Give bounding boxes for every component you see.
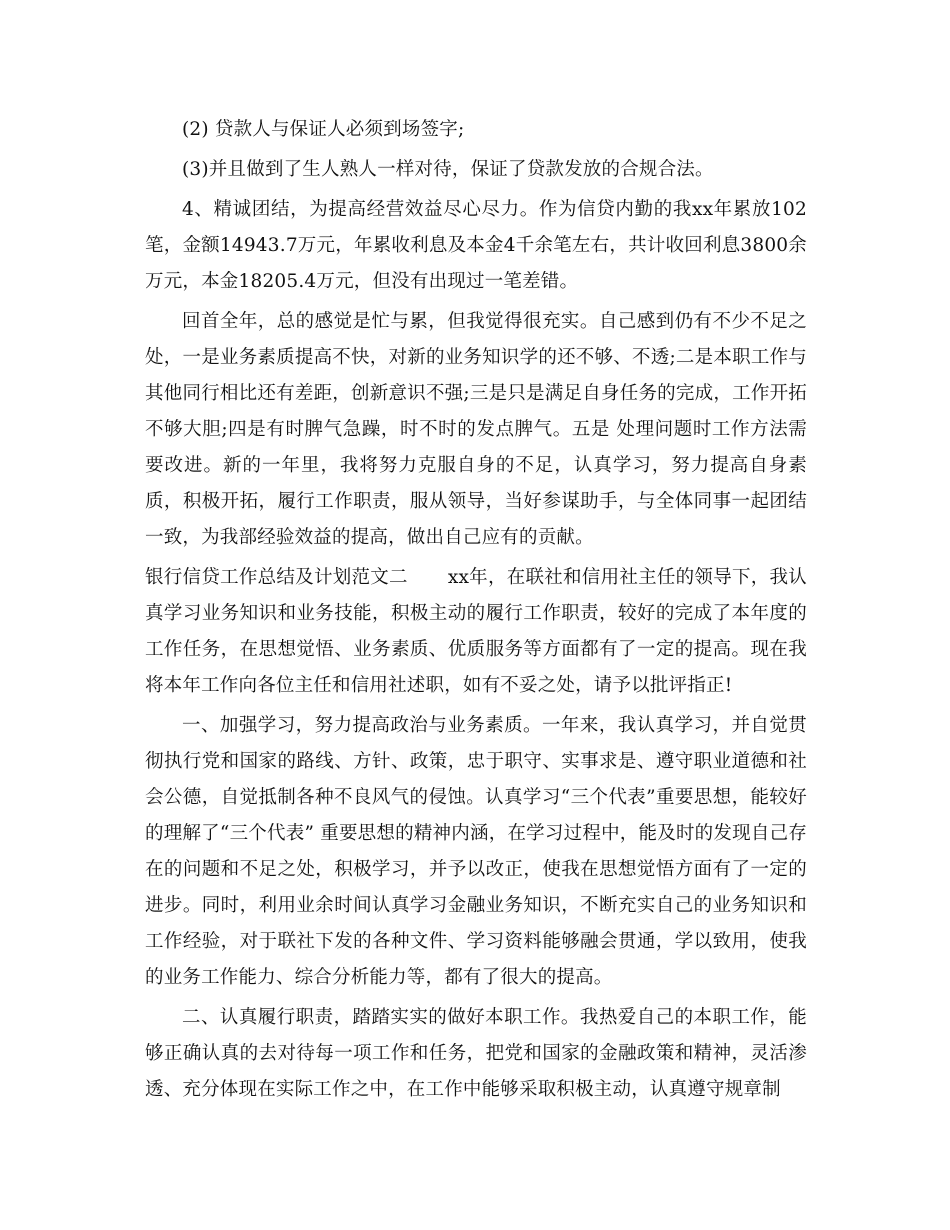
paragraph-strengthen-learning: 一、加强学习，努力提高政治与业务素质。一年来，我认真学习，并自觉贯彻执行党和国家的路线、方针、政策，忠于职守、实事求是、遵守职业道德和社会公德，自觉抵制各种不良风气的侵蚀。认真学习“三个代表”重要思想，能较好的理解了“三个代表” 重要思想的精神内涵，在学习过程中，能及时的发现自己存在的问题和不足之处，积极学习，并予以改正，使我在思想觉悟方面有了一定的进步。同时，利用业余时间认真学习金融业务知识，不断充实自己的业务知识和工作经验，对于联社下发的各种文件、学习资料能够融会贯通，学以致用，使我的业务工作能力、综合分析能力等，都有了很大的提高。 (145, 715, 807, 988)
section-two-heading: 银行信贷工作总结及计划范文二 (145, 567, 408, 588)
paragraph-unity-efficiency: 4、精诚团结，为提高经营效益尽心尽力。作为信贷内勤的我xx年累放102笔，金额14943.7万元，年累收利息及本金4千余笔左右，共计收回利息3800余万元，本金18205.4万元，但没有出现过一笔差错。 (145, 199, 807, 292)
section-two-intro-text: xx年，在联社和信用社主任的领导下，我认真学习业务知识和业务技能，积极主动的履行工作职责，较好的完成了本年度的工作任务，在思想觉悟、业务素质、优质服务等方面都有了一定的提高。现在我将本年工作向各位主任和信用社述职，如有不妥之处，请予以批评指正! (145, 567, 807, 696)
paragraph-equal-treatment: (3)并且做到了生人熟人一样对待，保证了贷款发放的合规合法。 (182, 159, 714, 180)
paragraph-loan-signature: (2) 贷款人与保证人必须到场签字; (182, 119, 465, 140)
document-body (145, 112, 807, 1112)
paragraph-fulfill-duties: 二、认真履行职责，踏踏实实的做好本职工作。我热爱自己的本职工作，能够正确认真的去对待每一项工作和任务，把党和国家的金融政策和精神，灵活渗透、充分体现在实际工作之中，在工作中能够采取积极主动，认真遵守规章制 (145, 1007, 807, 1100)
section-two-intro (145, 560, 807, 704)
paragraph-year-review: 回首全年，总的感觉是忙与累，但我觉得很充实。自己感到仍有不少不足之处，一是业务素质提高不快，对新的业务知识学的还不够、不透;二是本职工作与其他同行相比还有差距，创新意识不强;三是只是满足自身任务的完成，工作开拓不够大胆;四是有时脾气急躁，时不时的发点脾气。五是 处理问题时工作方法需要改进。新的一年里，我将努力克服自身的不足，认真学习，努力提高自身素质，积极开拓，履行工作职责，服从领导，当好参谋助手，与全体同事一起团结一致，为我部经验效益的提高，做出自己应有的贡献。 (145, 311, 807, 548)
